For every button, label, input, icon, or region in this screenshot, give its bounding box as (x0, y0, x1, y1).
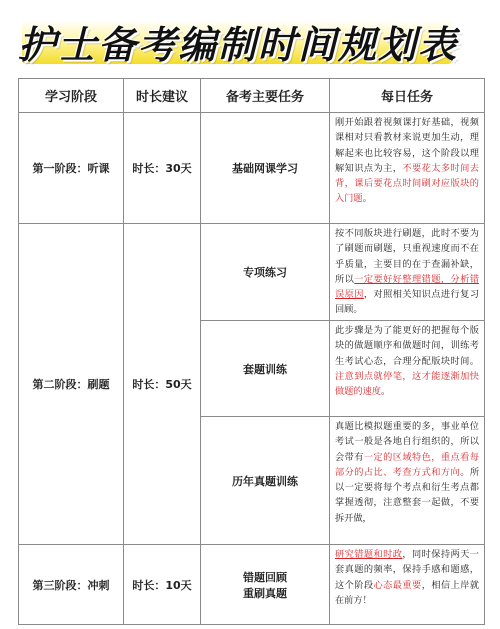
daily-text-segment: 心态最重要 (373, 579, 422, 591)
daily-text-segment: 按不同版块进行刷题，此时不要为了刷题而刷题，只重视速度而不在乎质量，主要目的在于查漏补缺，所以 (335, 228, 479, 285)
task-4-name: 历年真题训练 (201, 417, 330, 545)
header-main-task: 备考主要任务 (201, 79, 330, 113)
daily-text-segment: 。 (380, 386, 391, 398)
stage-3-duration: 时长：10天 (124, 545, 201, 625)
task-3-name: 套题训练 (201, 321, 330, 417)
daily-text-segment: 。所以一定要将每个考点和衍生考点都掌握透彻，注意整套一起做，不要拆开做， (335, 466, 480, 524)
table-row (19, 113, 485, 224)
stage-1-duration: 时长：30天 (124, 113, 201, 224)
task-2-daily (330, 224, 485, 321)
task-1-name: 基础网课学习 (201, 113, 330, 224)
daily-text-segment: 一定要好好整理错题，分析错误原因 (335, 273, 480, 301)
task-4-daily (330, 417, 485, 545)
table-row (19, 545, 485, 625)
daily-text-segment: ，相信上岸就在前方！ (335, 579, 480, 606)
header-daily-task: 每日任务 (330, 79, 485, 113)
daily-text-segment: ，同时保持两天一套真题的频率，保持手感和题感，这个阶段 (335, 549, 479, 591)
table-header-row (19, 79, 485, 113)
task-5-daily (330, 545, 485, 625)
stage-2-duration: 时长：50天 (124, 224, 201, 545)
daily-text-segment: ，对照相关知识点进行复习回顾。 (335, 289, 480, 316)
daily-text-segment: 注意到点就停笔，这才能逐渐加快做题的速度 (335, 370, 479, 398)
study-plan-table (18, 78, 485, 625)
title-banner (0, 0, 500, 80)
task-3-daily (330, 321, 485, 417)
page-title: 护士备考编制时间规划表 (18, 23, 459, 67)
stage-3-name: 第三阶段：冲刺 (19, 545, 124, 625)
daily-text-segment: 刚开始跟着视频课打好基础，视频课相对只看教材来说更加生动，理解起来也比较容易，这个阶段以理解知识点为主， (335, 117, 479, 174)
header-stage: 学习阶段 (19, 79, 124, 113)
daily-text-segment: 此步骤是为了能更好的把握每个版块的做题顺序和做题时间，训练考生考试心态，合理分配版块时间。 (335, 325, 479, 367)
daily-text-segment: 研究错题和时政 (335, 549, 403, 560)
daily-text-segment: 。 (362, 193, 372, 205)
daily-text-segment: 一定的区域特色，重点看每部分的占比、考查方式和方向 (335, 451, 480, 478)
table-row (19, 224, 485, 321)
task-1-daily (330, 113, 485, 224)
daily-text-segment: 真题比模拟题重要的多，事业单位考试一般是各地自行组织的，所以会带有 (335, 421, 479, 463)
stage-2-name: 第二阶段：刷题 (19, 224, 124, 545)
daily-text-segment: 不要花太多时间去背，课后要花点时间刷对应版块的入门题 (335, 162, 479, 205)
stage-1-name: 第一阶段：听课 (19, 113, 124, 224)
header-duration: 时长建议 (124, 79, 201, 113)
task-5-name: 错题回顾 重刷真题 (201, 545, 330, 625)
task-2-name: 专项练习 (201, 224, 330, 321)
